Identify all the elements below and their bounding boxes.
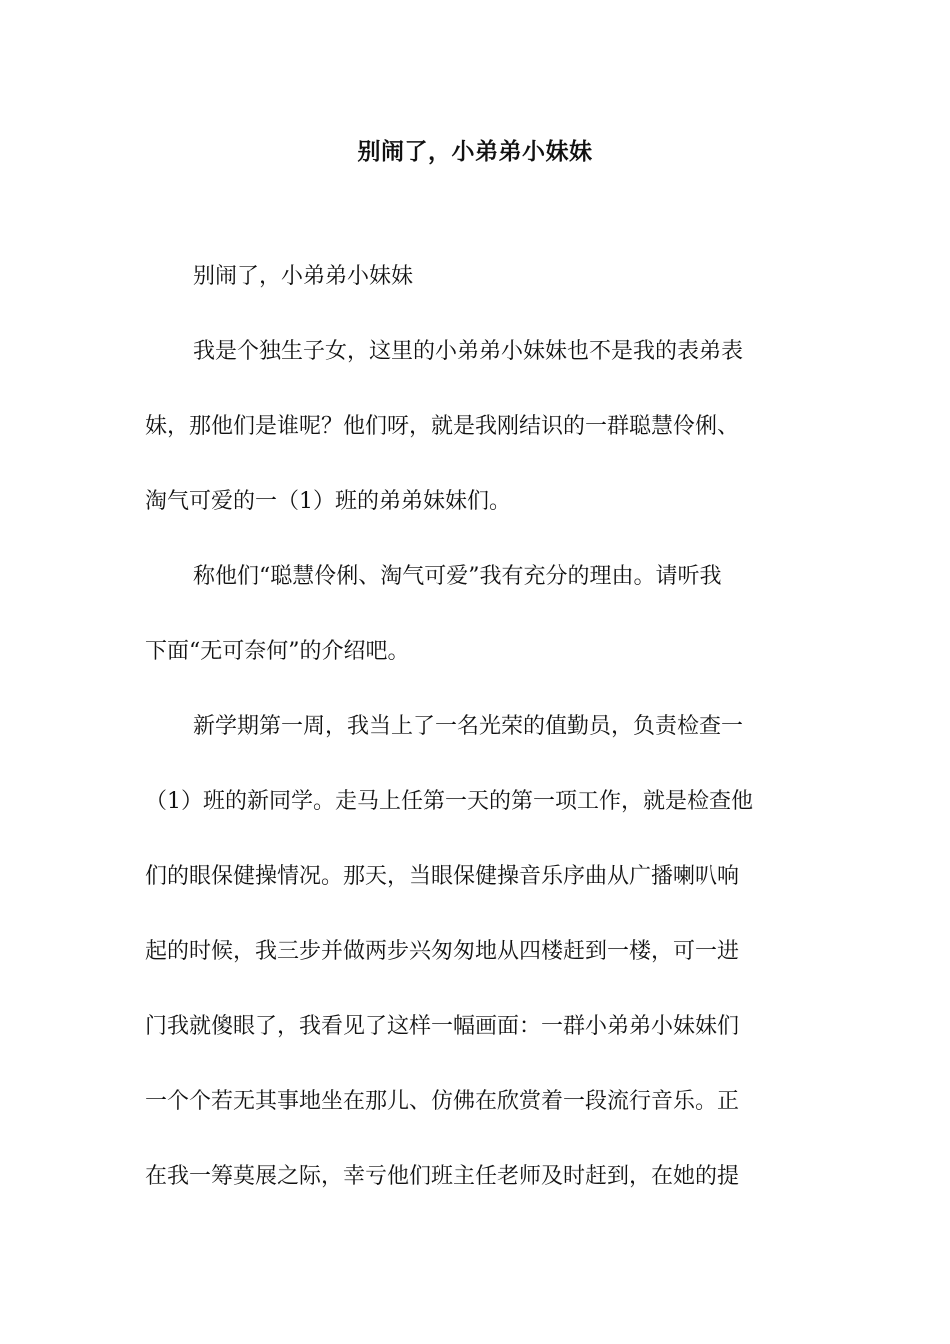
paragraph bbox=[145, 554, 807, 674]
paragraph-line: 淘气可爱的一（1）班的弟弟妹妹们。 bbox=[145, 489, 511, 514]
paragraph bbox=[145, 704, 807, 1199]
paragraph-line: 起的时候，我三步并做两步兴匆匆地从四楼赶到一楼，可一进 bbox=[145, 939, 740, 964]
paragraph-line: 妹，那他们是谁呢？他们呀，就是我刚结识的一群聪慧伶俐、 bbox=[145, 414, 740, 439]
paragraph-line: 称他们“聪慧伶俐、淘气可爱”我有充分的理由。请听我 bbox=[193, 564, 722, 589]
paragraph-line: 在我一筹莫展之际，幸亏他们班主任老师及时赶到，在她的提 bbox=[145, 1164, 740, 1189]
paragraph bbox=[145, 254, 807, 299]
document-title: 别闹了，小弟弟小妹妹 bbox=[357, 138, 593, 165]
paragraph-line: 一个个若无其事地坐在那儿、仿佛在欣赏着一段流行音乐。正 bbox=[145, 1089, 740, 1114]
paragraph-line: 新学期第一周，我当上了一名光荣的值勤员，负责检查一 bbox=[193, 714, 744, 739]
paragraph-line: 下面“无可奈何”的介绍吧。 bbox=[145, 639, 410, 664]
paragraph-line: 们的眼保健操情况。那天，当眼保健操音乐序曲从广播喇叭响 bbox=[145, 864, 740, 889]
paragraph-line: （1）班的新同学。走马上任第一天的第一项工作，就是检查他 bbox=[145, 789, 753, 814]
paragraph-line: 别闹了，小弟弟小妹妹 bbox=[193, 264, 414, 289]
paragraph bbox=[145, 329, 807, 524]
paragraph-line: 我是个独生子女，这里的小弟弟小妹妹也不是我的表弟表 bbox=[193, 339, 744, 364]
paragraph-line: 门我就傻眼了，我看见了这样一幅画面：一群小弟弟小妹妹们 bbox=[145, 1014, 740, 1039]
document-body bbox=[145, 254, 807, 1199]
